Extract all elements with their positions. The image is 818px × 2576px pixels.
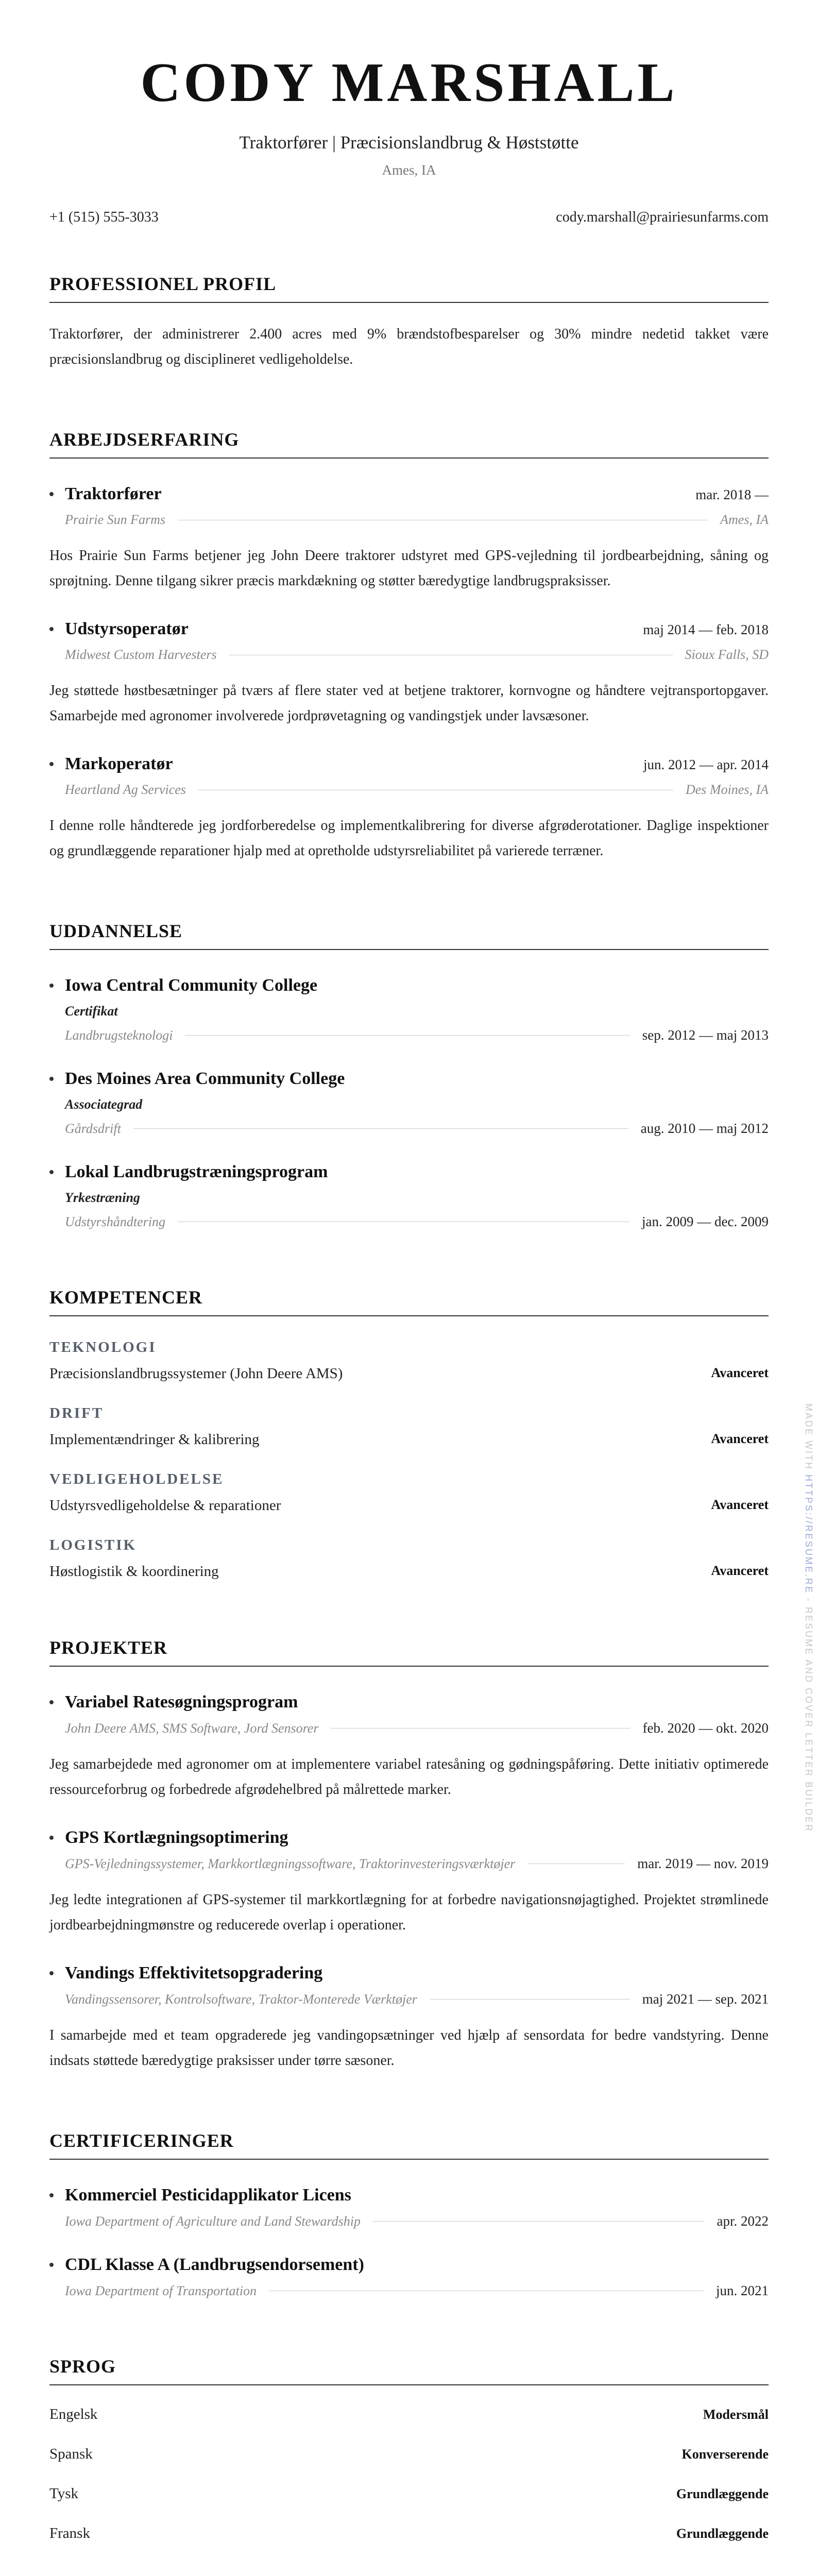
certification-entry — [49, 2185, 769, 2229]
education-entry — [49, 1069, 769, 1137]
divider-line — [133, 1128, 628, 1129]
company-name: Heartland Ag Services — [65, 782, 186, 798]
education-entry — [49, 976, 769, 1043]
job-date: jun. 2012 — apr. 2014 — [643, 757, 769, 773]
contact-row — [49, 209, 769, 226]
certification-title: Kommerciel Pesticidapplikator Licens — [49, 2185, 351, 2205]
projects-section — [49, 1637, 769, 2073]
certification-issuer: Iowa Department of Transportation — [65, 2283, 257, 2298]
school-name: Iowa Central Community College — [49, 976, 317, 995]
divider-line — [373, 2221, 705, 2222]
project-date: maj 2021 — sep. 2021 — [642, 1991, 769, 2007]
language-row — [49, 2446, 769, 2463]
project-description: Jeg ledte integrationen af GPS-systemer til markkortlægning for at forbedre navigationsnøjagtighed. Projektet strømlinede jordbearbejdningmønstre og reducerede overlap i operationer. — [49, 1892, 769, 1934]
skill-category: DRIFT — [49, 1405, 104, 1422]
job-description: I denne rolle håndterede jeg jordforberedelse og implementkalibrering for diverse afgrøderotationer. Daglige inspektioner og grundlæggende reparationer hjalp med at opretholde udstyrsreliabilitet på varierede terræner. — [49, 818, 769, 859]
job-title: Traktorfører — [49, 484, 162, 504]
school-name: Lokal Landbrugstræningsprogram — [49, 1162, 328, 1182]
skill-level: Avanceret — [711, 1431, 769, 1447]
candidate-headline: Traktorfører | Præcisionslandbrug & Høststøtte — [239, 132, 579, 153]
education-section — [49, 920, 769, 1230]
project-description: I samarbejde med et team opgraderede jeg vandingopsætninger ved hjælp af sensordata for bedre vandstyring. Denne indsats støttede bæredygtige praksisser under tørre sæsoner. — [49, 2027, 769, 2069]
builder-credit — [803, 1403, 814, 1833]
project-title: Variabel Ratesøgningsprogram — [49, 1692, 298, 1712]
section-title-certifications: CERTIFICERINGER — [49, 2130, 769, 2160]
skill-group — [49, 1339, 769, 1382]
certification-entry — [49, 2255, 769, 2299]
certification-date: apr. 2022 — [717, 2213, 769, 2229]
candidate-location: Ames, IA — [382, 162, 436, 178]
language-name: Tysk — [49, 2485, 78, 2502]
project-entry — [49, 1963, 769, 2073]
job-location: Ames, IA — [720, 512, 769, 528]
job-location: Sioux Falls, SD — [685, 647, 769, 663]
project-title: GPS Kortlægningsoptimering — [49, 1828, 288, 1848]
degree: Certifikat — [65, 1004, 118, 1019]
language-name: Fransk — [49, 2525, 90, 2542]
candidate-name: CODY MARSHALL — [140, 52, 678, 113]
education-date: jan. 2009 — dec. 2009 — [642, 1214, 769, 1230]
certifications-section — [49, 2130, 769, 2299]
field-of-study: Gårdsdrift — [65, 1121, 121, 1136]
school-name: Des Moines Area Community College — [49, 1069, 345, 1089]
divider-line — [185, 1035, 629, 1036]
certification-title: CDL Klasse A (Landbrugsendorsement) — [49, 2255, 364, 2275]
skill-level: Avanceret — [711, 1563, 769, 1579]
section-title-education: UDDANNELSE — [49, 920, 769, 950]
job-date: maj 2014 — feb. 2018 — [643, 622, 769, 638]
profile-text: Traktorfører, der administrerer 2.400 acres med 9% brændstofbesparelser og 30% mindre nedetid takket være præcisionslandbrug og disciplineret vedligeholdelse. — [49, 326, 769, 368]
language-level: Konverserende — [681, 2447, 769, 2462]
language-row — [49, 2406, 769, 2423]
experience-entry — [49, 619, 769, 728]
section-title-profile: PROFESSIONEL PROFIL — [49, 273, 769, 303]
skill-category: LOGISTIK — [49, 1537, 137, 1554]
phone-number[interactable]: +1 (515) 555-3033 — [49, 209, 159, 226]
credit-prefix: MADE WITH — [804, 1403, 814, 1470]
language-name: Engelsk — [49, 2406, 98, 2423]
skill-name: Implementændringer & kalibrering — [49, 1431, 260, 1448]
project-date: mar. 2019 — nov. 2019 — [637, 1856, 769, 1872]
skill-name: Høstlogistik & koordinering — [49, 1563, 219, 1580]
job-title: Udstyrsoperatør — [49, 619, 189, 639]
field-of-study: Udstyrshåndtering — [65, 1214, 165, 1229]
skill-group — [49, 1537, 769, 1580]
divider-line — [527, 1863, 625, 1864]
skills-section — [49, 1286, 769, 1580]
education-entry — [49, 1162, 769, 1230]
language-row — [49, 2525, 769, 2542]
language-level: Modersmål — [703, 2407, 769, 2422]
education-date: aug. 2010 — maj 2012 — [640, 1121, 769, 1137]
education-date: sep. 2012 — maj 2013 — [642, 1027, 769, 1043]
project-entry — [49, 1692, 769, 1802]
skill-name: Præcisionslandbrugssystemer (John Deere AMS) — [49, 1365, 343, 1382]
job-description: Jeg støttede høstbesætninger på tværs af flere stater ved at betjene traktorer, kornvogne og håndtere vejtransportopgaver. Samarbejde med agronomer involverede jordprøvetagning og vandingstjek under lavsæsoner. — [49, 683, 769, 724]
project-title: Vandings Effektivitetsopgradering — [49, 1963, 322, 1983]
company-name: Midwest Custom Harvesters — [65, 647, 217, 663]
experience-entry — [49, 754, 769, 863]
profile-section — [49, 273, 769, 372]
credit-link[interactable]: HTTPS://RESUME.RE — [804, 1475, 814, 1595]
skill-level: Avanceret — [711, 1365, 769, 1381]
language-name: Spansk — [49, 2446, 93, 2463]
email-address[interactable]: cody.marshall@prairiesunfarms.com — [556, 209, 769, 226]
degree: Yrkestræning — [65, 1190, 140, 1206]
company-name: Prairie Sun Farms — [65, 512, 165, 528]
resume-page — [0, 54, 818, 2576]
project-tools: GPS-Vejledningssystemer, Markkortlægningssoftware, Traktorinvesteringsværktøjer — [65, 1856, 516, 1871]
section-title-skills: KOMPETENCER — [49, 1286, 769, 1316]
experience-entry — [49, 484, 769, 594]
field-of-study: Landbrugsteknologi — [65, 1027, 173, 1043]
skill-group — [49, 1471, 769, 1514]
project-date: feb. 2020 — okt. 2020 — [642, 1720, 769, 1736]
section-title-languages: SPROG — [49, 2355, 769, 2385]
language-row — [49, 2485, 769, 2502]
certification-issuer: Iowa Department of Agriculture and Land Stewardship — [65, 2213, 361, 2229]
project-tools: John Deere AMS, SMS Software, Jord Sensorer — [65, 1720, 319, 1736]
resume-header — [49, 54, 769, 226]
skill-level: Avanceret — [711, 1497, 769, 1513]
experience-section — [49, 429, 769, 863]
credit-suffix: - RESUME AND COVER LETTER BUILDER — [804, 1598, 814, 1833]
job-title: Markoperatør — [49, 754, 173, 774]
section-title-experience: ARBEJDSERFARING — [49, 429, 769, 459]
degree: Associategrad — [65, 1097, 143, 1112]
project-tools: Vandingssensorer, Kontrolsoftware, Traktor-Monterede Værktøjer — [65, 1991, 417, 2007]
language-level: Grundlæggende — [676, 2486, 769, 2502]
certification-date: jun. 2021 — [715, 2283, 769, 2299]
job-location: Des Moines, IA — [685, 782, 769, 798]
skill-name: Udstyrsvedligeholdelse & reparationer — [49, 1497, 281, 1514]
job-date: mar. 2018 — — [695, 487, 769, 503]
section-title-projects: PROJEKTER — [49, 1637, 769, 1667]
languages-section — [49, 2355, 769, 2542]
job-description: Hos Prairie Sun Farms betjener jeg John Deere traktorer udstyret med GPS-vejledning til jordbearbejdning, såning og sprøjtning. Denne tilgang sikrer præcis markdækning og støtter bæredygtige landbrugspraksisser. — [49, 548, 769, 589]
skill-category: TEKNOLOGI — [49, 1339, 157, 1356]
project-entry — [49, 1828, 769, 1938]
project-description: Jeg samarbejdede med agronomer om at implementere variabel ratesåning og gødningspåføring. Dette initiativ optimerede ressourceforbrug og forbedrede afgrødehelbred på målrettede marker. — [49, 1756, 769, 1798]
skill-category: VEDLIGEHOLDELSE — [49, 1471, 224, 1488]
language-level: Grundlæggende — [676, 2526, 769, 2541]
skill-group — [49, 1405, 769, 1448]
